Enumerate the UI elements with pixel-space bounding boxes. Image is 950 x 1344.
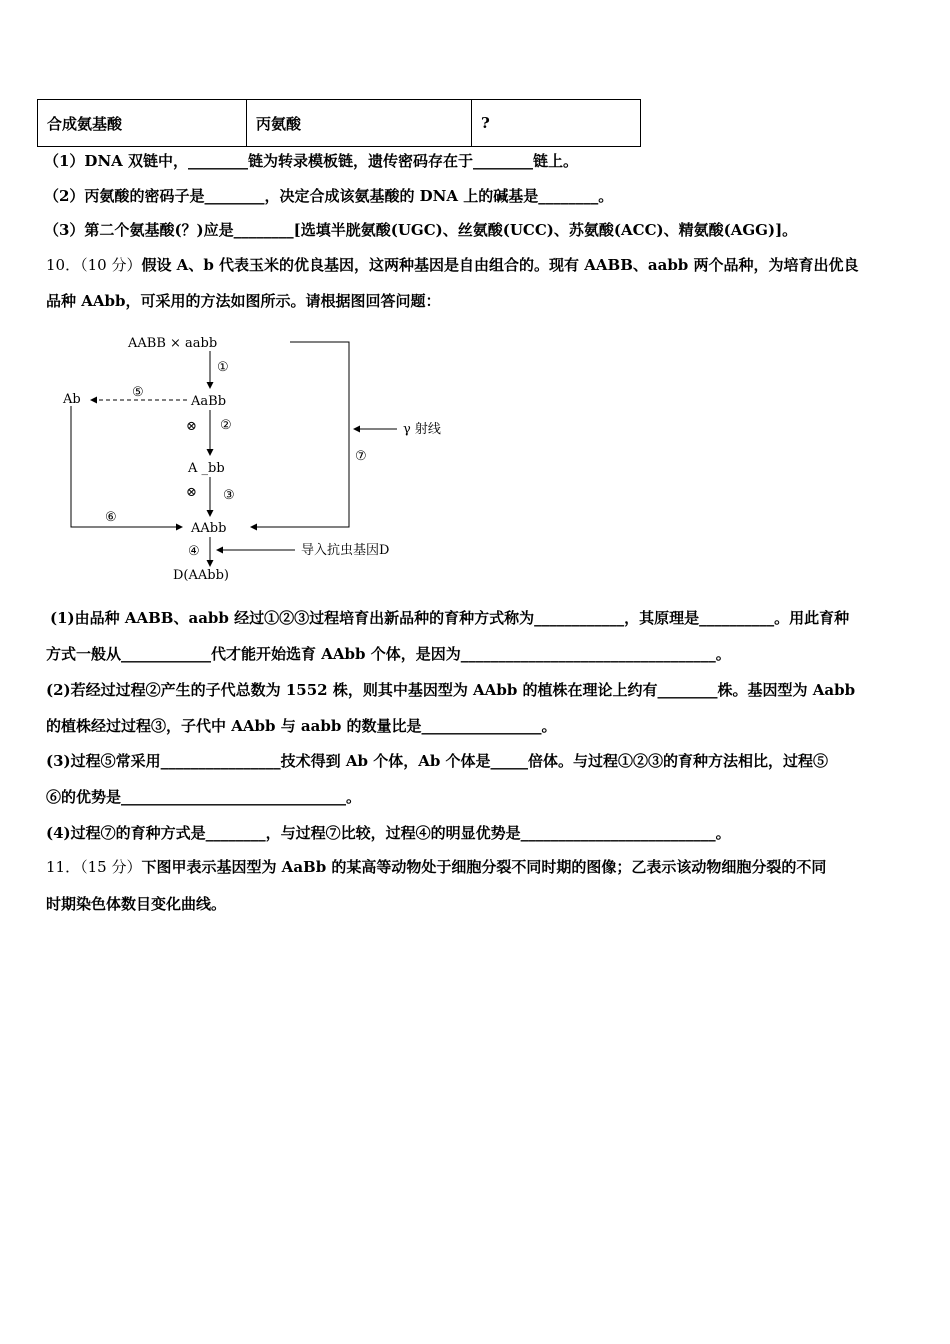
aabb-target-label: AAbb bbox=[191, 521, 227, 536]
step2-label: ② bbox=[220, 418, 232, 433]
gene-import-label: 导入抗虫基因D bbox=[301, 543, 390, 558]
q11-stem-text: 下图甲表示基因型为 AaBb 的某高等动物处于细胞分裂不同时期的图像；乙表示该动物细胞分裂的不同 bbox=[141, 858, 827, 876]
step6-label: ⑥ bbox=[105, 510, 117, 525]
step3-label: ③ bbox=[223, 488, 235, 503]
q10-stem-text: 假设 A、b 代表玉米的优良基因，这两种基因是自由组合的。现有 AABB、aabb 两个品种，为培育出优良 bbox=[141, 256, 859, 274]
q10-stem-line1 bbox=[46, 255, 859, 275]
q10-part3-line1: (3)过程⑤常采用________________技术得到 Ab 个体，Ab 个体是_____倍体。与过程①②③的育种方法相比，过程⑤ bbox=[46, 752, 829, 770]
q10-part2-line1: (2)若经过过程②产生的子代总数为 1552 株，则其中基因型为 AAbb 的植株在理论上约有________株。基因型为 Aabb bbox=[46, 681, 856, 699]
f1-label: AaBb bbox=[191, 394, 227, 409]
amino-acid-table bbox=[37, 99, 641, 147]
q10-part1-line2: 方式一般从____________代才能开始选育 AAbb 个体，是因为__________________________________。 bbox=[46, 645, 731, 663]
q9-part2: （2）丙氨酸的密码子是________，决定合成该氨基酸的 DNA 上的碱基是________。 bbox=[44, 187, 614, 205]
breeding-diagram bbox=[55, 330, 475, 590]
step4-label: ④ bbox=[188, 544, 200, 559]
q10-stem-line2: 品种 AAbb，可采用的方法如图所示。请根据图回答问题： bbox=[46, 292, 441, 310]
selfing1-label: ⊗ bbox=[186, 419, 197, 434]
q10-part2-line2: 的植株经过过程③，子代中 AAbb 与 aabb 的数量比是________________。 bbox=[46, 717, 557, 735]
q11-number: 11．（15 分） bbox=[46, 858, 142, 876]
selfing2-label: ⊗ bbox=[186, 485, 197, 500]
table-cell: 丙氨酸 bbox=[247, 100, 472, 147]
table-cell: ? bbox=[472, 100, 641, 147]
q11-stem-line1 bbox=[46, 857, 826, 877]
arrow-step6 bbox=[71, 406, 182, 527]
a-bb-label: A _bb bbox=[188, 461, 225, 476]
arrow-step7 bbox=[251, 342, 349, 527]
step1-label: ① bbox=[217, 360, 229, 375]
table-cell: 合成氨基酸 bbox=[38, 100, 247, 147]
q10-number: 10．（10 分） bbox=[46, 256, 142, 274]
q10-part4: (4)过程⑦的育种方式是________，与过程⑦比较，过程④的明显优势是__________________________。 bbox=[46, 824, 731, 842]
step7-label: ⑦ bbox=[355, 449, 367, 464]
q11-stem-line2: 时期染色体数目变化曲线。 bbox=[46, 895, 227, 913]
ab-label: Ab bbox=[63, 392, 81, 407]
q10-part1-line1: (1)由品种 AABB、aabb 经过①②③过程培育出新品种的育种方式称为____________，其原理是__________。用此育种 bbox=[50, 609, 850, 627]
step5-label: ⑤ bbox=[132, 385, 144, 400]
gamma-label: γ 射线 bbox=[403, 422, 441, 437]
q9-part1: （1）DNA 双链中，________链为转录模板链，遗传密码存在于________链上。 bbox=[44, 152, 579, 170]
cross-label: AABB × aabb bbox=[128, 336, 218, 351]
q9-part3: （3）第二个氨基酸(？)应是________[选填半胱氨酸(UGC)、丝氨酸(UCC)、苏氨酸(ACC)、精氨酸(AGG)]。 bbox=[44, 221, 798, 239]
d-result-label: D(AAbb) bbox=[173, 568, 229, 583]
q10-part3-line2: ⑥的优势是______________________________。 bbox=[46, 788, 362, 806]
table-row bbox=[38, 100, 641, 147]
